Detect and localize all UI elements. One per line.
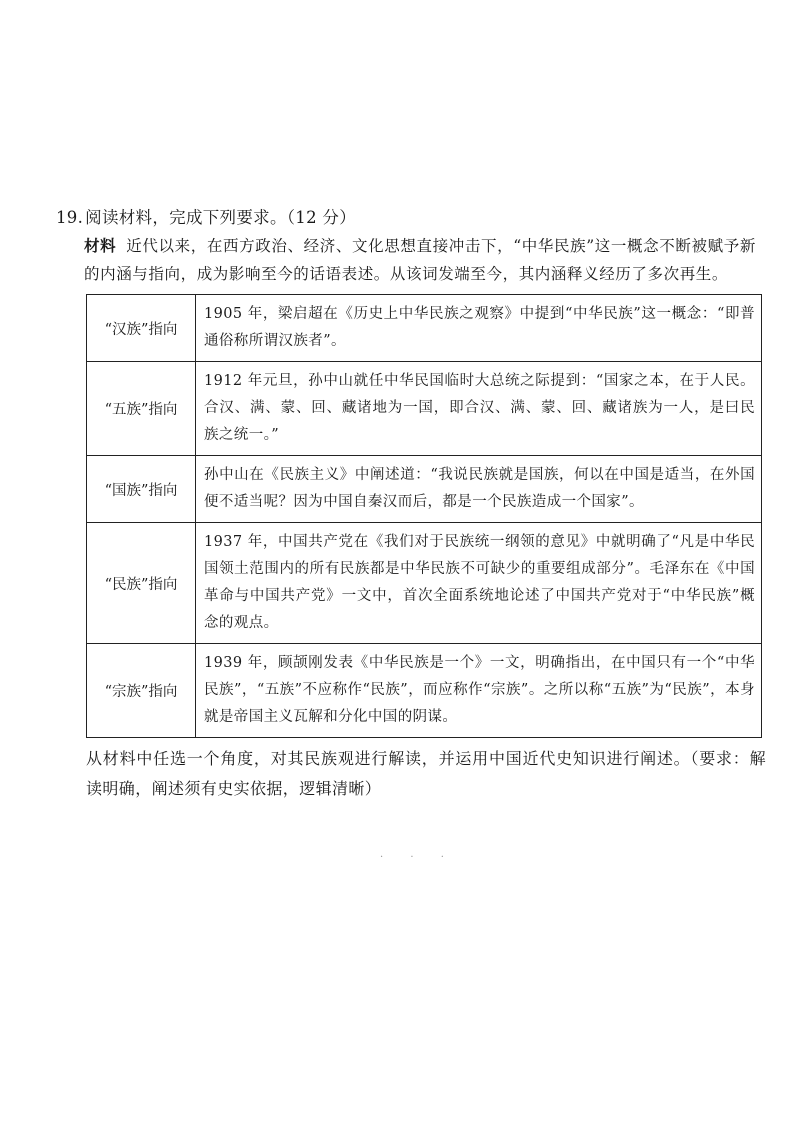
material-text: 近代以来，在西方政治、经济、文化思想直接冲击下，“中华民族”这一概念不断被赋予新的内涵与指向，成为影响至今的话语表述。从该词发端至今，其内涵释义经历了多次再生。 xyxy=(84,237,756,283)
row-text: 1939 年，顾颉刚发表《中华民族是一个》一文，明确指出，在中国只有一个“中华民族”，“五族”不应称作“民族”，而应称作“宗族”。之所以称“五族”为“民族”，本身就是帝国主义瓦解和分化中国的阴谋。 xyxy=(196,644,762,738)
row-category: “五族”指向 xyxy=(87,362,196,456)
table-row xyxy=(87,523,762,644)
row-category: “民族”指向 xyxy=(87,523,196,644)
row-category: “汉族”指向 xyxy=(87,295,196,362)
table-row xyxy=(87,362,762,456)
table-row xyxy=(87,456,762,523)
table-row xyxy=(87,295,762,362)
task-prompt: 从材料中任选一个角度，对其民族观进行解读，并运用中国近代史知识进行阐述。（要求：解读明确，阐述须有史实依据，逻辑清晰） xyxy=(86,749,766,798)
row-category: “宗族”指向 xyxy=(87,644,196,738)
material-label: 材料 xyxy=(84,236,117,255)
row-text: 孙中山在《民族主义》中阐述道：“我说民族就是国族，何以在中国是适当，在外国便不适当呢？因为中国自秦汉而后，都是一个民族造成一个国家”。 xyxy=(196,456,762,523)
row-text: 1937 年，中国共产党在《我们对于民族统一纲领的意见》中就明确了“凡是中华民国领土范围内的所有民族都是中华民族不可缺少的重要组成部分”。毛泽东在《中国革命与中国共产党》一文中，首次全面系统地论述了中国共产党对于“中华民族”概念的观点。 xyxy=(196,523,762,644)
row-text: 1905 年，梁启超在《历史上中华民族之观察》中提到“中华民族”这一概念：“即普通俗称所谓汉族者”。 xyxy=(196,295,762,362)
row-text: 1912 年元旦，孙中山就任中华民国临时大总统之际提到：“国家之本，在于人民。合汉、满、蒙、回、藏诸地为一国，即合汉、满、蒙、回、藏诸族为一人，是曰民族之统一。” xyxy=(196,362,762,456)
question-number: 19. xyxy=(56,208,84,227)
scan-specks-decoration: · · · xyxy=(380,852,456,863)
row-category: “国族”指向 xyxy=(87,456,196,523)
material-paragraph xyxy=(84,232,756,288)
question-19 xyxy=(56,204,766,804)
material-table xyxy=(86,294,762,738)
question-title-text: 阅读材料，完成下列要求。（12 分） xyxy=(85,208,357,227)
table-row xyxy=(87,644,762,738)
question-title xyxy=(56,204,756,232)
